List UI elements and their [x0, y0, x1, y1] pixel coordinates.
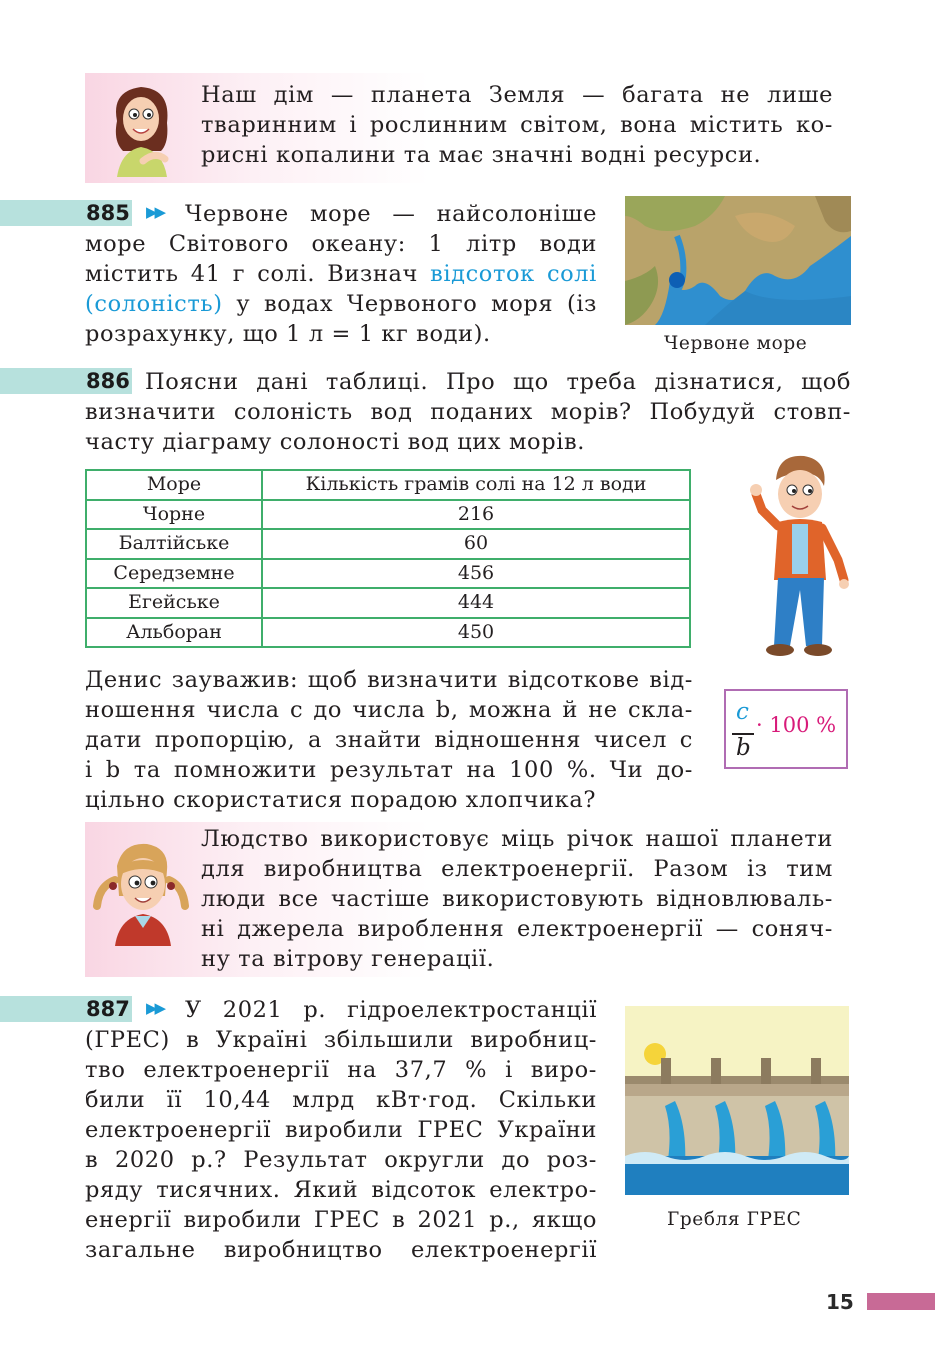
- table-row: [86, 559, 690, 589]
- task-line: в 2020 р.? Результат округли до роз-: [85, 1147, 597, 1173]
- task-887-number: 887: [86, 997, 130, 1021]
- page-number-bar: [867, 1293, 935, 1310]
- key-term: (солоність): [85, 291, 223, 317]
- info-box-earth: [85, 73, 849, 183]
- red-sea-map-image: [625, 196, 851, 325]
- table-header: Море: [86, 470, 262, 500]
- task-line: [85, 289, 597, 319]
- task-line: загальне виробництво електроенергії: [85, 1237, 597, 1263]
- info-line: ні джерела вироблення електроенергії — соняч-: [201, 916, 833, 942]
- formula-multiplier: · 100 %: [756, 713, 837, 737]
- double-arrow-icon: ▶▶: [146, 203, 164, 221]
- table-row: [86, 618, 690, 648]
- table-cell: 60: [262, 529, 690, 559]
- task-line: визначити солоність вод поданих морів? Побудуй стовп-: [85, 399, 851, 425]
- task-line: розрахунку, що 1 л = 1 кг води).: [85, 321, 491, 347]
- table-cell: 450: [262, 618, 690, 648]
- task-line: Поясни дані таблиці. Про що треба дізнатися, щоб: [145, 369, 851, 395]
- task-887-text: [85, 995, 597, 1265]
- table-cell: 444: [262, 588, 690, 618]
- table-cell: 456: [262, 559, 690, 589]
- task-line: часту діаграму солоності вод цих морів.: [85, 429, 586, 455]
- para-line: цільно скористатися порадою хлопчика?: [85, 787, 597, 813]
- table-cell: Альборан: [86, 618, 262, 648]
- table-row: [86, 529, 690, 559]
- formula-denominator: b: [736, 735, 751, 761]
- info-line: тваринним і рослинним світом, вона містить ко-: [201, 112, 833, 138]
- page-number: 15: [826, 1290, 854, 1314]
- task-line: Червоне море — найсолоніше: [185, 201, 597, 227]
- para-line: і b та помножити результат на 100 %. Чи до-: [85, 757, 693, 783]
- girl-with-pigtails-illustration: [93, 836, 189, 946]
- info-line: люди все частіше використовують відновлюваль-: [201, 886, 833, 912]
- girl-character-illustration: [103, 81, 181, 177]
- table-cell: Середземне: [86, 559, 262, 589]
- task-line: били її 10,44 млрд кВт·год. Скільки: [85, 1087, 597, 1113]
- info-line: рисні копалини та має значні водні ресурси.: [201, 142, 762, 168]
- percent-formula-box: [724, 689, 848, 769]
- salinity-table: [85, 469, 691, 648]
- boy-character-illustration: [748, 450, 852, 660]
- task-886-number: 886: [86, 369, 130, 393]
- task-886-text: [85, 367, 851, 457]
- info-box-energy: [85, 822, 849, 977]
- para-line: дати пропорцію, а знайти відношення чисел c: [85, 727, 693, 753]
- task-line: море Світового океану: 1 літр води: [85, 231, 597, 257]
- task-line: тво електроенергії на 37,7 % і виро-: [85, 1057, 597, 1083]
- formula-numerator: c: [736, 699, 749, 725]
- info-line: для виробництва електроенергії. Разом із тим: [201, 856, 833, 882]
- info-line: Людство використовує міць річок нашої планети: [201, 826, 833, 852]
- info-line: ну та вітрову генерації.: [201, 946, 495, 972]
- table-row: [86, 500, 690, 530]
- denis-paragraph: [85, 665, 693, 815]
- key-term: відсоток солі: [430, 261, 597, 287]
- text-segment: у водах Червоного моря (із: [222, 291, 597, 317]
- dam-illustration: [625, 1006, 849, 1195]
- table-row: [86, 588, 690, 618]
- task-line: енергії виробили ГРЕС в 2021 р., якщо: [85, 1207, 597, 1233]
- task-line: ряду тисячних. Який відсоток електро-: [85, 1177, 597, 1203]
- double-arrow-icon: ▶▶: [146, 999, 164, 1017]
- para-line: ношення числа c до числа b, можна й не скла-: [85, 697, 693, 723]
- task-885-number: 885: [86, 201, 130, 225]
- task-line: (ГРЕС) в Україні збільшили виробниц-: [85, 1027, 597, 1053]
- dam-caption: Гребля ГРЕС: [667, 1209, 802, 1230]
- info-line: Наш дім — планета Земля — багата не лише: [201, 82, 833, 108]
- task-line: електроенергії виробили ГРЕС України: [85, 1117, 597, 1143]
- task-line: У 2021 р. гідроелектростанції: [185, 997, 597, 1023]
- table-cell: Егейське: [86, 588, 262, 618]
- table-header-row: [86, 470, 690, 500]
- task-line: [85, 259, 597, 289]
- table-cell: 216: [262, 500, 690, 530]
- red-sea-caption: Червоне море: [664, 333, 808, 354]
- table-header: Кількість грамів солі на 12 л води: [262, 470, 690, 500]
- table-cell: Балтійське: [86, 529, 262, 559]
- para-line: Денис зауважив: щоб визначити відсоткове від-: [85, 667, 693, 693]
- text-segment: містить 41 г солі. Визнач: [85, 261, 431, 287]
- table-cell: Чорне: [86, 500, 262, 530]
- task-885-text: [85, 199, 597, 349]
